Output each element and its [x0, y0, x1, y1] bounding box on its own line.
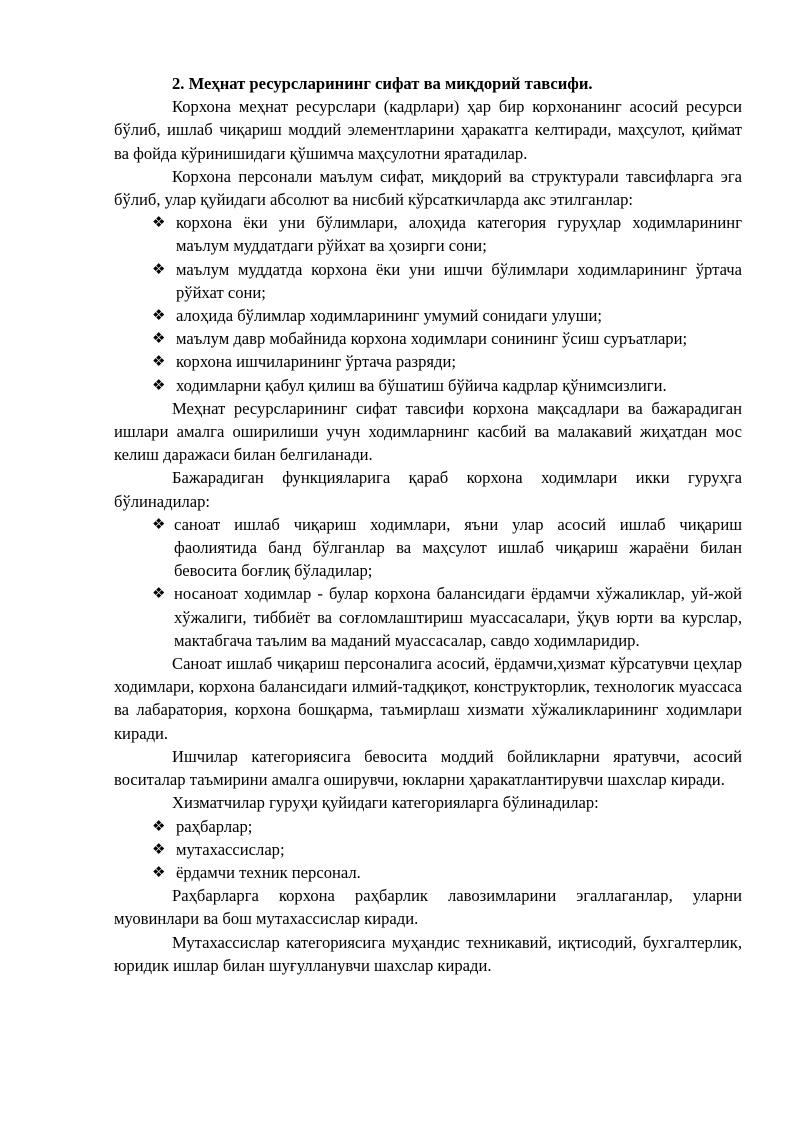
list-item — [114, 211, 742, 257]
list-item — [114, 258, 742, 304]
list-item — [114, 861, 742, 884]
list-item-text: маълум муддатда корхона ёки уни ишчи бўлимлари ходимларининг ўртача рўйхат сони; — [176, 259, 742, 302]
paragraph-2: Корхона персонали маълум сифат, миқдорий ва структурали тавсифларга эга бўлиб, улар қуйидаги абсолют ва нисбий кўрсаткичларда акс этилганлар: — [114, 166, 742, 210]
list-item-text: саноат ишлаб чиқариш ходимлари, яъни улар асосий ишлаб чиқариш фаолиятида банд бўлганлар ва маҳсулот ишлаб чиқариш жараёни билан бевосита боғлиқ бўладилар; — [174, 514, 742, 581]
paragraph-1: Корхона меҳнат ресурслари (кадрлари) ҳар бир корхонанинг асосий ресурси бўлиб, ишлаб чиқариш моддий элементларини ҳаракатга келтиради, маҳсулот, қиймат ва фойда кўринишидаги қўшимча маҳсулотни яратадилар. — [114, 97, 742, 163]
list-item-text: носаноат ходимлар - булар корхона балансидаги ёрдамчи хўжаликлар, уй-жой хўжалиги, тиббиёт ва соғломлаштириш муассасалари, ўқув юрти ва курслар, мактабгача таълим ва маданий муассасалар, савдо ходимларидир. — [174, 584, 742, 650]
paragraph-5: Саноат ишлаб чиқариш персоналига асосий, ёрдамчи,ҳизмат кўрсатувчи цеҳлар ходимлари, корхона балансидаги илмий-тадқиқот, конструкторлик, технологик муассаса ва лабаратория, корхона бошқарма, таъмирлаш хизмати хўжаликларининг ходимлари киради. — [114, 654, 742, 743]
paragraph-4: Бажарадиган функцияларига қараб корхона ходимлари икки гуруҳга бўлинадилар: — [114, 468, 742, 511]
list-item — [114, 815, 742, 838]
paragraph-8: Раҳбарларга корхона раҳбарлик лавозимларини эгаллаганлар, уларни муовинлари ва бош мутахассислар киради. — [114, 886, 742, 929]
list-item-text: раҳбарлар; — [176, 816, 253, 836]
indicators-list — [114, 211, 742, 397]
section-heading: 2. Меҳнат ресурсларининг сифат ва миқдорий тавсифи. — [172, 74, 593, 93]
employee-categories-list — [114, 815, 742, 885]
list-item-text: ходимларни қабул қилиш ва бўшатиш бўйича кадрлар қўнимсизлиги. — [176, 375, 667, 395]
paragraph-3: Меҳнат ресурсларининг сифат тавсифи корхона мақсадлари ва бажарадиган ишлари амалга оширилиши учун ходимларнинг касбий ва малакавий жиҳатдан мос келиш даражаси билан белгиланади. — [114, 398, 742, 465]
paragraph-9: Мутахассислар категориясига муҳандис техникавий, иқтисодий, бухгалтерлик, юридик ишлар билан шуғулланувчи шахслар киради. — [114, 932, 742, 975]
list-item — [114, 304, 742, 327]
document-page — [114, 72, 742, 977]
diamond-bullet-icon: ❖ — [152, 514, 166, 533]
diamond-bullet-icon: ❖ — [152, 375, 166, 394]
diamond-bullet-icon: ❖ — [152, 259, 166, 278]
list-item-text: ёрдамчи техник персонал. — [176, 862, 361, 882]
diamond-bullet-icon: ❖ — [152, 329, 166, 348]
diamond-bullet-icon: ❖ — [152, 584, 166, 603]
diamond-bullet-icon: ❖ — [152, 352, 166, 371]
list-item-text: корхона ёки уни бўлимлари, алоҳида категория гуруҳлар ходимларининг маълум муддатдаги рўйхат ва ҳозирги сони; — [176, 213, 742, 256]
paragraph-7: Хизматчилар гуруҳи қуйидаги категорияларга бўлинадилар: — [172, 793, 599, 813]
diamond-bullet-icon: ❖ — [152, 306, 166, 325]
diamond-bullet-icon: ❖ — [152, 839, 166, 858]
list-item-text: маълум давр мобайнида корхона ходимлари сонининг ўсиш суръатлари; — [176, 329, 688, 349]
list-item — [114, 327, 742, 350]
list-item-text: алоҳида бўлимлар ходимларининг умумий сонидаги улуши; — [176, 306, 602, 326]
list-item-text: корхона ишчиларининг ўртача разряди; — [176, 352, 456, 372]
list-item-text: мутахассислар; — [176, 839, 285, 859]
list-item — [114, 350, 742, 373]
paragraph-6: Ишчилар категориясига бевосита моддий бойликларни яратувчи, асосий воситалар таъмирини амалга оширувчи, юкларни ҳаракатлантирувчи шахслар киради. — [114, 746, 742, 790]
staff-groups-list — [114, 513, 742, 652]
diamond-bullet-icon: ❖ — [152, 816, 166, 835]
list-item — [114, 582, 742, 652]
diamond-bullet-icon: ❖ — [152, 862, 166, 881]
list-item — [114, 838, 742, 861]
list-item — [114, 513, 742, 583]
list-item — [114, 374, 742, 397]
diamond-bullet-icon: ❖ — [152, 213, 166, 232]
